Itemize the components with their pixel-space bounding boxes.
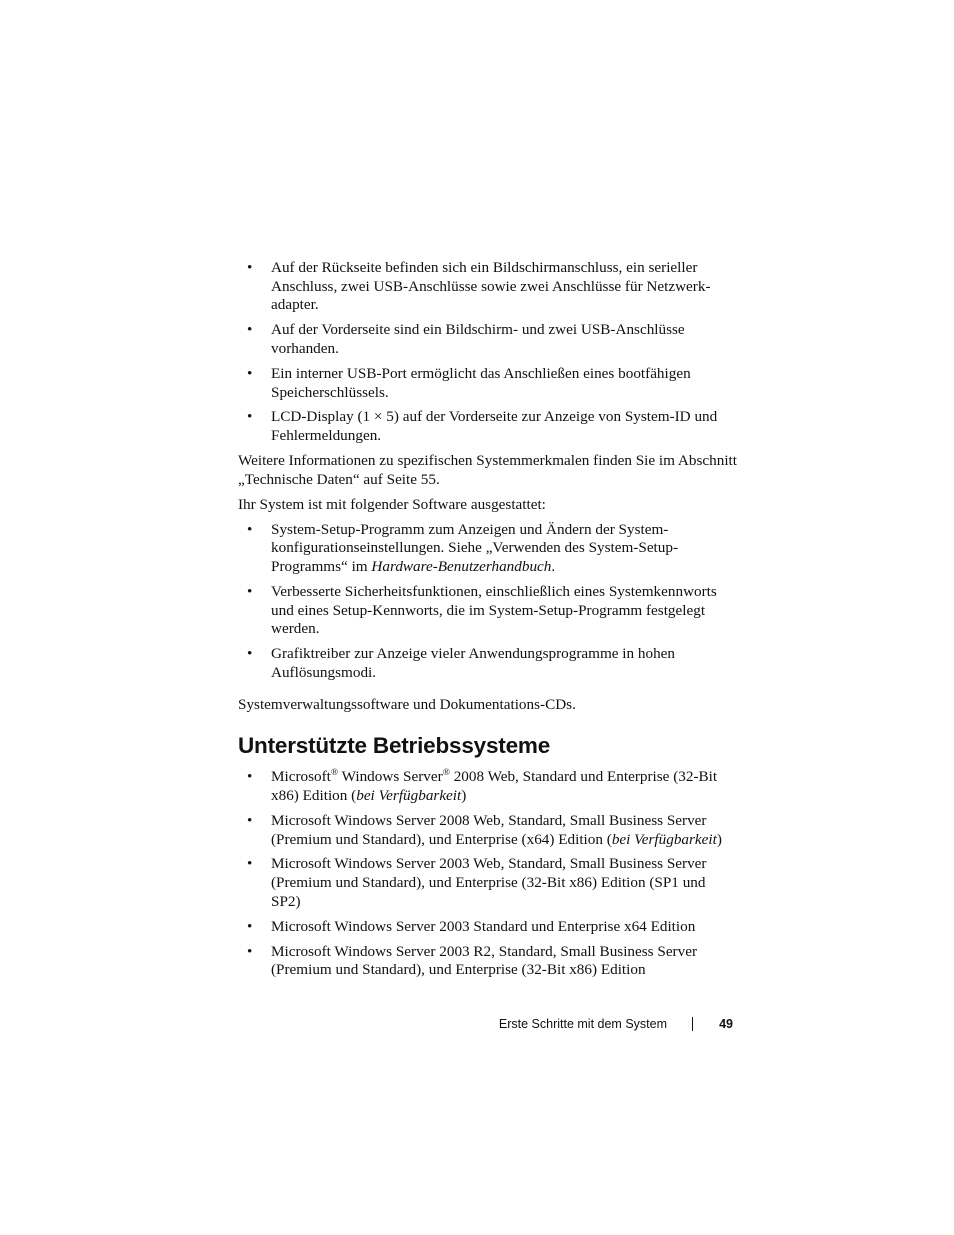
list-item-text: System-Setup-Programm zum Anzeigen und Ändern der System-konfigurationseinstellungen. Siehe „Verwenden des System-Setup-Programms“ im bbox=[271, 520, 679, 575]
list-item: • Microsoft Windows Server 2003 R2, Standard, Small Business Server (Premium und Standard), und Enterprise (32-Bit x86) Edition bbox=[238, 943, 738, 980]
list-item bbox=[238, 812, 738, 849]
list-item-text: Microsoft Windows Server 2008 Web, Standard, Small Business Server (Premium und Standard), und Enterprise (x64) Edition ( bbox=[271, 811, 707, 848]
list-item: • Verbesserte Sicherheitsfunktionen, einschließlich eines Systemkennworts und eines Setup-Kennworts, die im System-Setup-Programm festgelegt werden. bbox=[238, 583, 738, 639]
registered-mark: ® bbox=[442, 768, 450, 779]
os-list bbox=[238, 768, 738, 980]
section-heading: Unterstützte Betriebssysteme bbox=[238, 733, 551, 759]
list-item-end: . bbox=[551, 557, 556, 575]
list-item-end: ) bbox=[461, 786, 467, 804]
list-item-end: ) bbox=[716, 830, 722, 848]
list-item: • LCD-Display (1 × 5) auf der Vorderseite zur Anzeige von System-ID und Fehlermeldungen. bbox=[238, 408, 738, 445]
features-list bbox=[238, 259, 738, 446]
list-item-text: Windows Server bbox=[338, 768, 443, 786]
list-item bbox=[238, 768, 738, 805]
software-intro: Ihr System ist mit folgender Software ausgestattet: bbox=[238, 495, 546, 513]
list-item: • Microsoft Windows Server 2003 Standard und Enterprise x64 Edition bbox=[238, 918, 738, 937]
list-item: • Auf der Rückseite befinden sich ein Bildschirmanschluss, ein serieller Anschluss, zwei USB-Anschlüsse sowie zwei Anschlüsse für Netzwerk-adapter. bbox=[238, 259, 738, 315]
list-item: • Ein interner USB-Port ermöglicht das Anschließen eines bootfähigen Speicherschlüssels. bbox=[238, 365, 738, 402]
page-content bbox=[238, 259, 738, 986]
list-item-text: Microsoft bbox=[271, 768, 331, 786]
availability-note: bei Verfügbarkeit bbox=[611, 830, 717, 848]
availability-note: bei Verfügbarkeit bbox=[356, 786, 462, 804]
software-list bbox=[238, 521, 738, 683]
list-item bbox=[238, 521, 738, 577]
list-item: • Grafiktreiber zur Anzeige vieler Anwendungsprogramme in hohen Auflösungsmodi. bbox=[238, 645, 738, 682]
list-item: • Auf der Vorderseite sind ein Bildschirm- und zwei USB-Anschlüsse vorhanden. bbox=[238, 321, 738, 358]
page-number: 49 bbox=[719, 1017, 733, 1031]
manual-title: Hardware-Benutzerhandbuch bbox=[371, 557, 552, 575]
registered-mark: ® bbox=[330, 768, 339, 779]
more-info-paragraph: Weitere Informationen zu spezifischen Systemmerkmalen finden Sie im Abschnitt „Technische Daten“ auf Seite 55. bbox=[238, 452, 737, 488]
list-item-text: 2008 Web, Standard und Enterprise (32-Bit x86) Edition ( bbox=[271, 768, 718, 804]
footer-separator bbox=[692, 1017, 693, 1031]
software-cds: Systemverwaltungssoftware und Dokumentations-CDs. bbox=[238, 695, 576, 713]
footer-chapter-title: Erste Schritte mit dem System bbox=[498, 1017, 667, 1031]
list-item: • Microsoft Windows Server 2003 Web, Standard, Small Business Server (Premium und Standard), und Enterprise (32-Bit x86) Edition (SP1 und SP2) bbox=[238, 855, 738, 911]
